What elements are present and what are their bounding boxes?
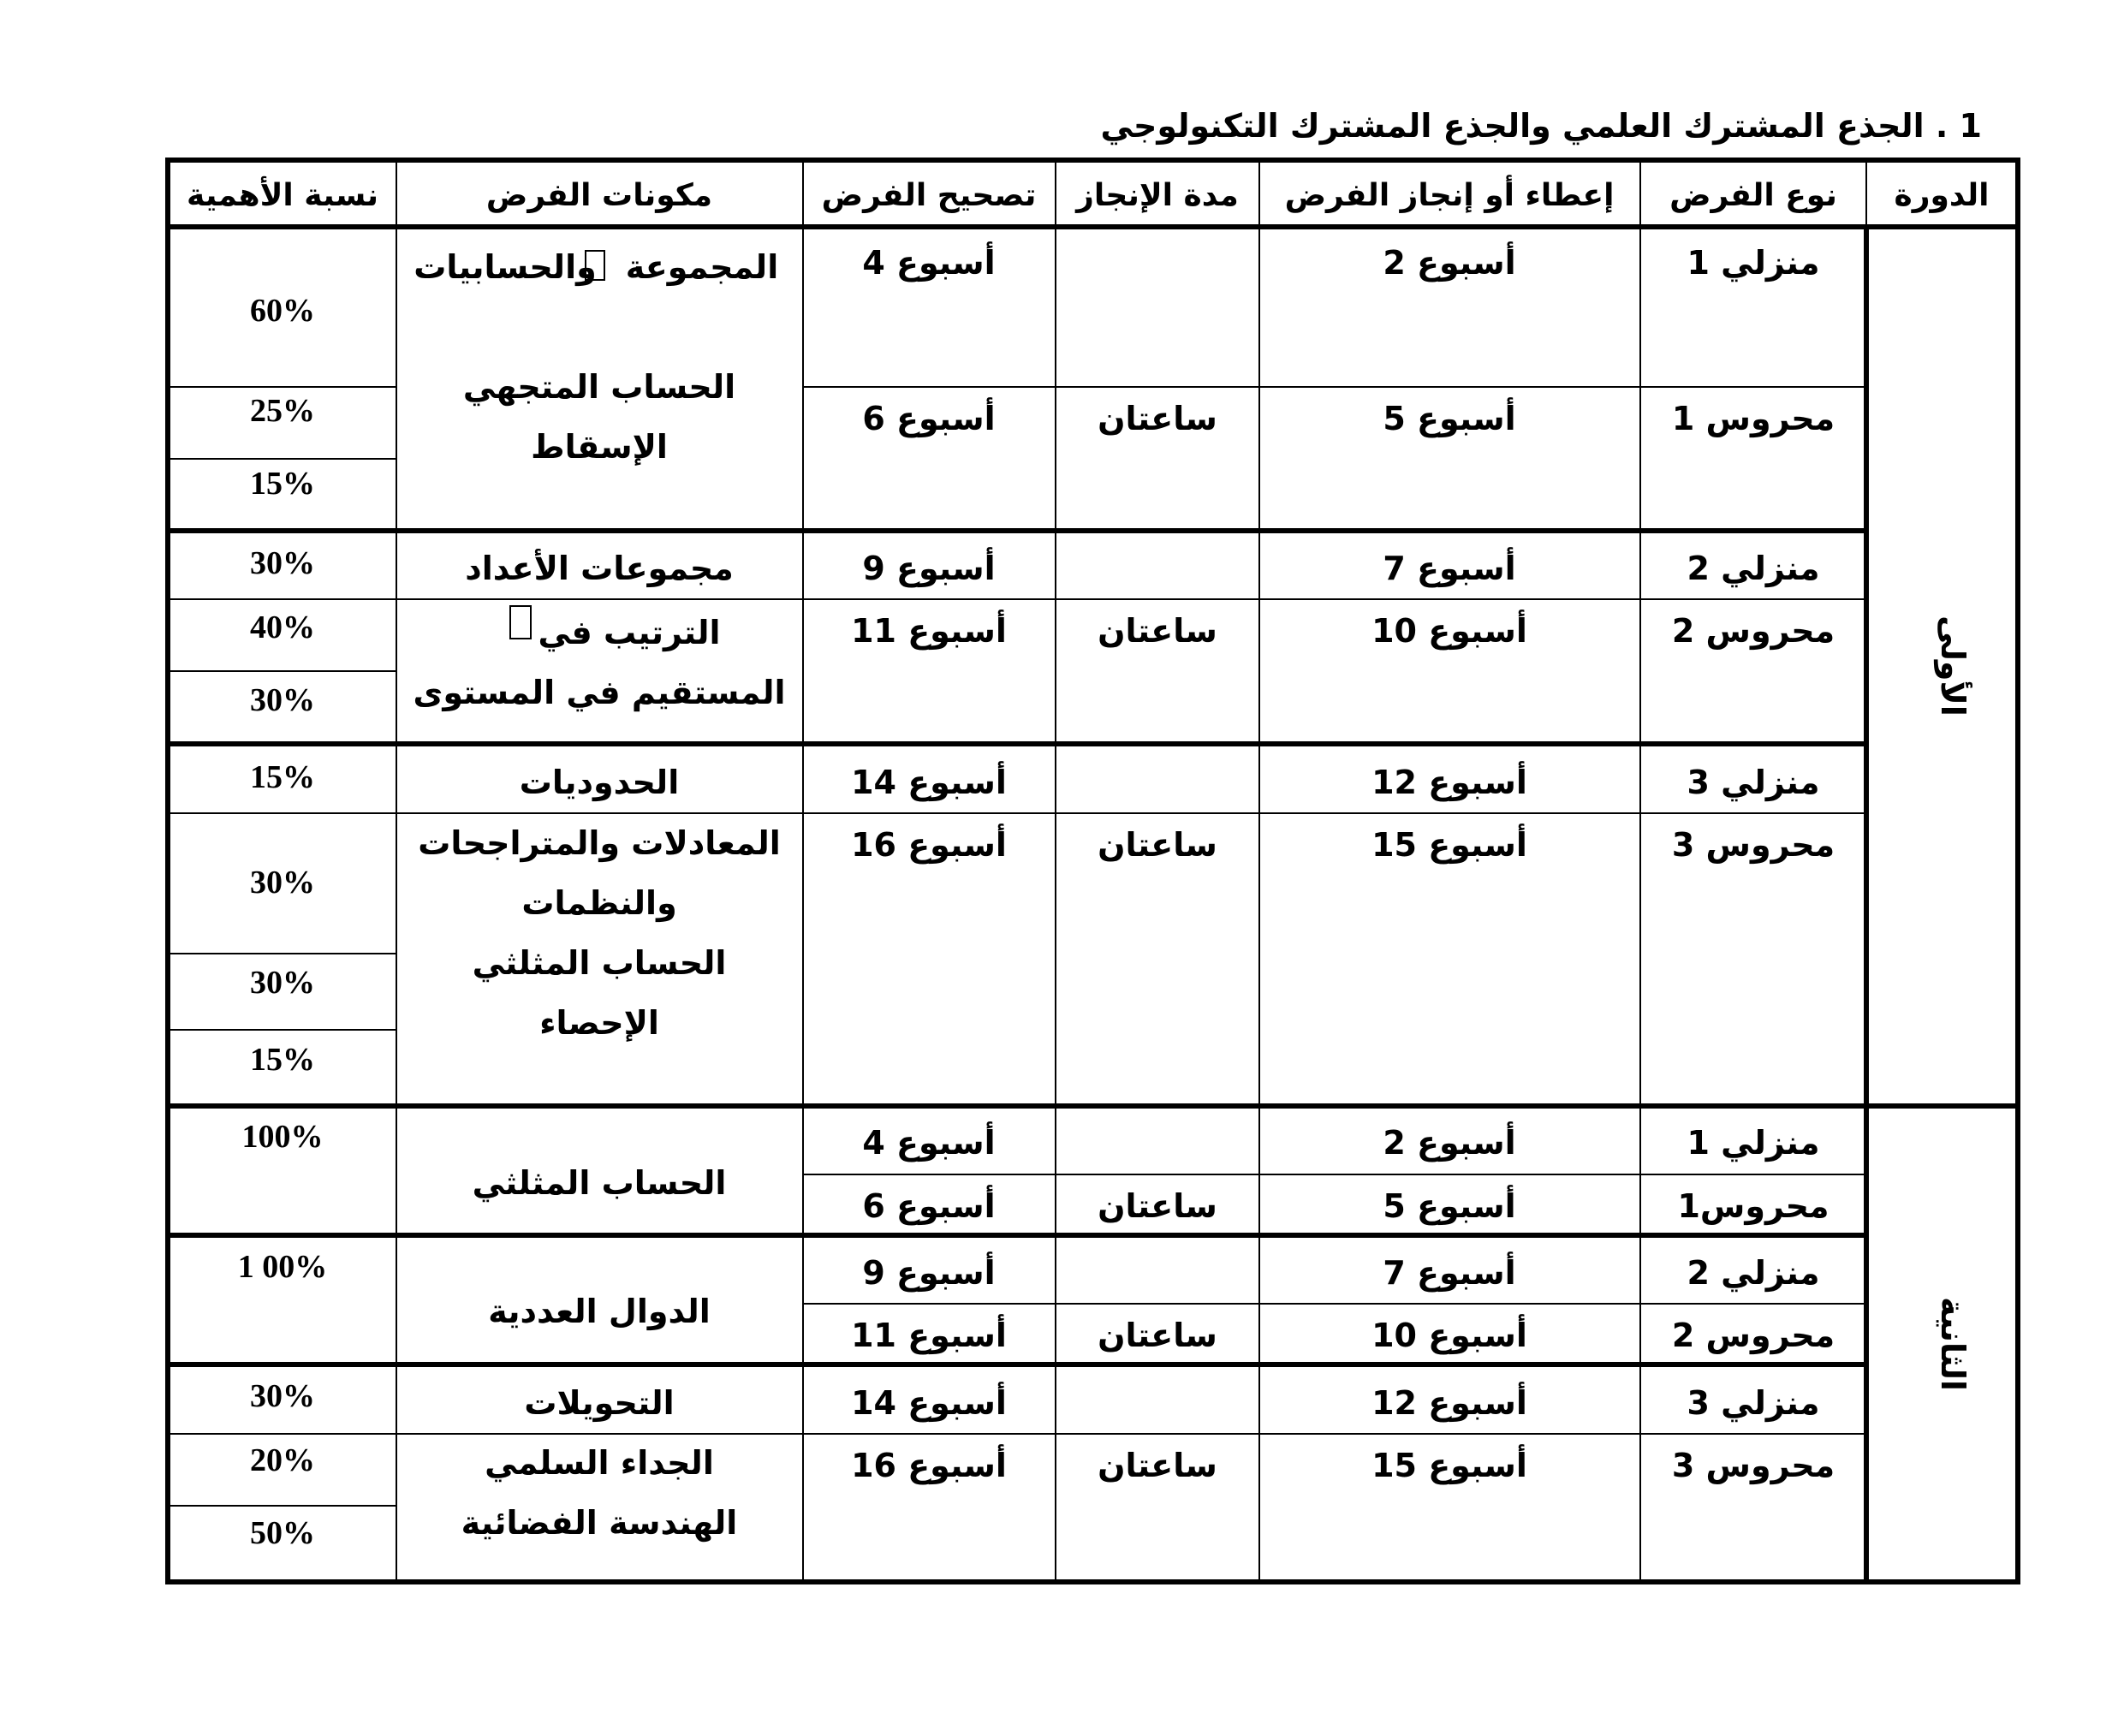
- given-cell: أسبوع 7: [1383, 550, 1516, 587]
- exam-type-cell: محروس 3: [1671, 1447, 1835, 1484]
- correction-cell: أسبوع 16: [851, 826, 1007, 864]
- duration-cell: ساعتان: [1098, 612, 1217, 650]
- header-exam-type: نوع الفرض: [1669, 178, 1837, 213]
- weight-cell: 100%: [241, 1119, 324, 1155]
- header-given: إعطاء أو إنجاز الفرض: [1284, 178, 1615, 213]
- weight-cell: 15%: [250, 466, 315, 502]
- duration-cell: ساعتان: [1098, 826, 1217, 864]
- component-line: مجموعات الأعداد: [465, 550, 734, 587]
- page-title: 1 . الجذع المشترك العلمي والجذع المشترك التكنولوجي: [1100, 107, 1982, 145]
- component-line: المستقيم في المستوى: [413, 674, 786, 711]
- component-line: المجموعة: [625, 248, 779, 286]
- exam-type-cell: محروس 2: [1671, 612, 1835, 650]
- component-line: الحساب المثلثي: [472, 944, 727, 982]
- session-first: الأولى: [1934, 615, 1972, 716]
- component-line: المعادلات والمتراجحات: [418, 824, 781, 862]
- weight-cell: 30%: [250, 1378, 315, 1414]
- table-thin-lines: [168, 160, 1866, 1582]
- weight-cell: 30%: [250, 865, 315, 901]
- header-weight: نسبة الأهمية: [187, 178, 378, 213]
- weight-cell: 50%: [250, 1515, 315, 1551]
- component-line: والحسابيات: [413, 248, 597, 286]
- exam-type-cell: منزلي 2: [1687, 550, 1820, 587]
- exam-type-cell: منزلي 1: [1687, 244, 1820, 282]
- weight-cell: 40%: [250, 609, 315, 645]
- exam-type-cell: منزلي 3: [1687, 764, 1820, 801]
- correction-cell: أسبوع 14: [851, 1384, 1007, 1422]
- component-line: الحساب المثلثي: [472, 1164, 727, 1202]
- correction-cell: أسبوع 16: [851, 1447, 1007, 1484]
- component-line: الجداء السلمي: [485, 1444, 714, 1482]
- given-cell: أسبوع 5: [1383, 400, 1516, 437]
- weight-cell: 30%: [250, 965, 315, 1001]
- component-line: الهندسة الفضائية: [461, 1504, 738, 1542]
- correction-cell: أسبوع 4: [862, 1124, 996, 1162]
- exam-type-cell: محروس 2: [1671, 1317, 1835, 1354]
- duration-cell: ساعتان: [1098, 1447, 1217, 1484]
- exam-type-cell: محروس 1: [1671, 400, 1835, 437]
- weight-cell: 15%: [250, 759, 315, 795]
- correction-cell: أسبوع 9: [862, 1254, 996, 1292]
- weight-cell: 1 00%: [237, 1249, 328, 1285]
- given-cell: أسبوع 12: [1371, 764, 1527, 801]
- weight-cell: 25%: [250, 393, 315, 429]
- weight-cell: 20%: [250, 1442, 315, 1478]
- correction-cell: أسبوع 11: [851, 612, 1007, 650]
- header-session: الدورة: [1894, 178, 1990, 213]
- correction-cell: أسبوع 4: [862, 244, 996, 282]
- given-cell: أسبوع 15: [1371, 826, 1527, 864]
- component-line: الإسقاط: [531, 428, 668, 466]
- component-line: الحدوديات: [519, 764, 680, 801]
- duration-cell: ساعتان: [1098, 1187, 1217, 1225]
- correction-cell: أسبوع 6: [862, 1187, 996, 1225]
- component-line: والنظمات: [521, 884, 677, 922]
- given-cell: أسبوع 15: [1371, 1447, 1527, 1484]
- exam-type-cell: منزلي 3: [1687, 1384, 1820, 1422]
- component-line: الترتيب في: [538, 614, 721, 651]
- exam-type-cell: منزلي 1: [1687, 1124, 1820, 1162]
- weight-cell: 30%: [250, 545, 315, 581]
- checkbox-icon: [510, 606, 531, 639]
- given-cell: أسبوع 12: [1371, 1384, 1527, 1422]
- header-correction: تصحيح الفرض: [821, 178, 1037, 213]
- correction-cell: أسبوع 14: [851, 764, 1007, 801]
- given-cell: أسبوع 10: [1371, 1317, 1527, 1354]
- correction-cell: أسبوع 9: [862, 550, 996, 587]
- exam-type-cell: منزلي 2: [1687, 1254, 1820, 1292]
- correction-cell: أسبوع 6: [862, 400, 996, 437]
- weight-cell: 60%: [250, 293, 315, 329]
- given-cell: أسبوع 2: [1383, 244, 1516, 282]
- given-cell: أسبوع 7: [1383, 1254, 1516, 1292]
- given-cell: أسبوع 5: [1383, 1187, 1516, 1225]
- component-line: الدوال العددية: [488, 1293, 711, 1330]
- correction-cell: أسبوع 11: [851, 1317, 1007, 1354]
- session-second: الثانية: [1934, 1297, 1972, 1391]
- weight-cell: 30%: [250, 682, 315, 718]
- weight-cell: 15%: [250, 1042, 315, 1078]
- duration-cell: ساعتان: [1098, 400, 1217, 437]
- component-line: الحساب المتجهي: [462, 368, 736, 406]
- component-line: الإحصاء: [539, 1004, 659, 1042]
- header-components: مكونات الفرض: [485, 178, 713, 213]
- header-duration: مدة الإنجاز: [1076, 178, 1239, 213]
- component-line: التحويلات: [524, 1384, 675, 1422]
- duration-cell: ساعتان: [1098, 1317, 1217, 1354]
- exam-type-cell: محروس1: [1677, 1187, 1829, 1225]
- exam-type-cell: محروس 3: [1671, 826, 1835, 864]
- table-thick-lines: [168, 160, 2018, 1582]
- given-cell: أسبوع 2: [1383, 1124, 1516, 1162]
- given-cell: أسبوع 10: [1371, 612, 1527, 650]
